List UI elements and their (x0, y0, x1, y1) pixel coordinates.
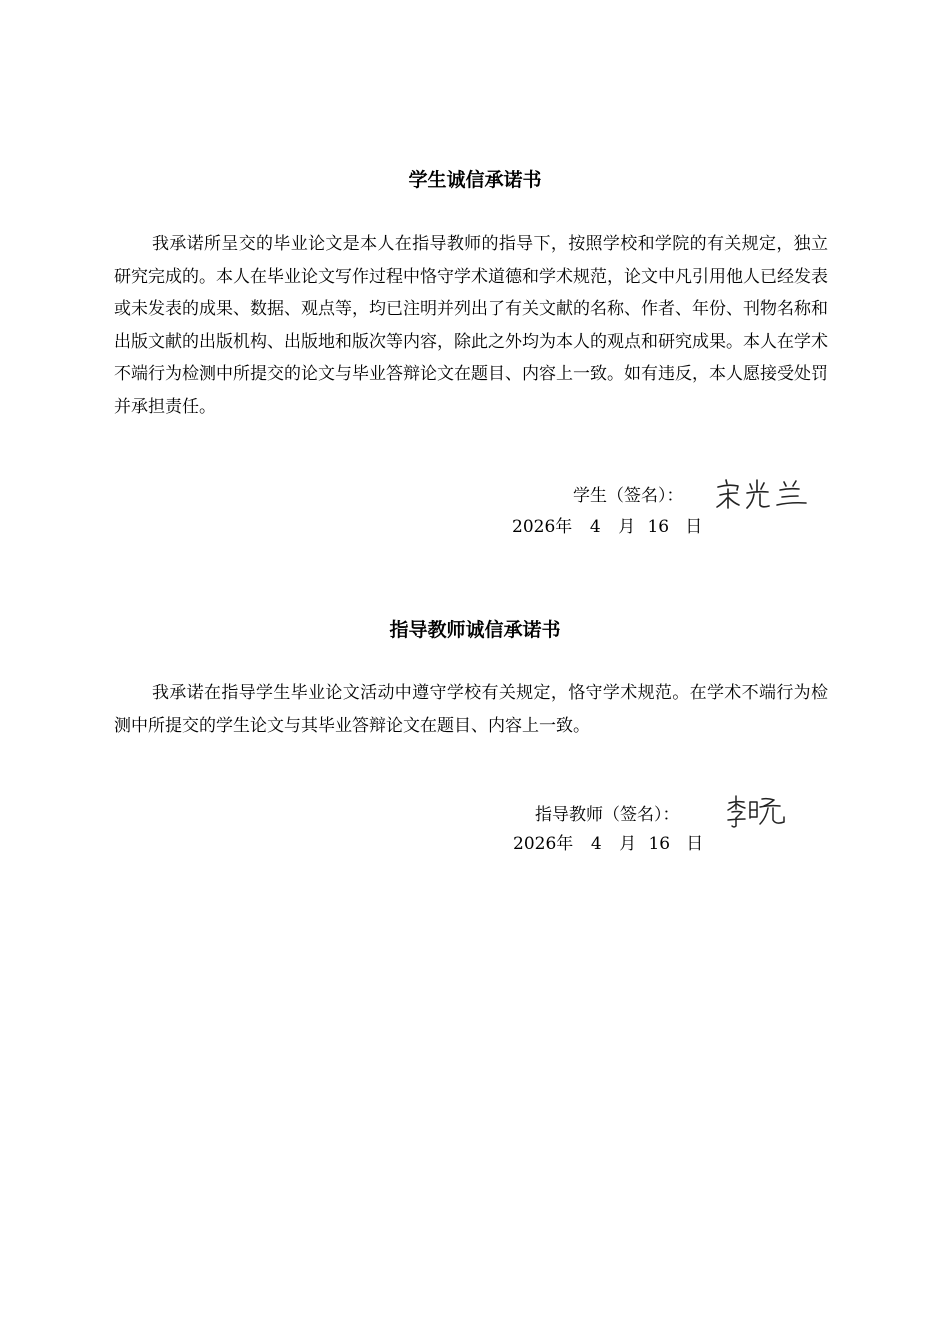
advisor-date-year: 2026 (513, 834, 557, 854)
student-date-day-unit: 日 (685, 517, 703, 537)
advisor-pledge-title: 指导教师诚信承诺书 (389, 619, 561, 641)
student-date-year: 2026 (512, 517, 556, 537)
advisor-handwritten-signature (724, 792, 794, 832)
advisor-date-day: 16 (648, 834, 671, 854)
student-handwritten-signature (712, 474, 812, 514)
advisor-date-month-unit: 月 (619, 834, 637, 854)
student-pledge-title: 学生诚信承诺书 (408, 169, 542, 191)
advisor-date-year-unit: 年 (556, 834, 574, 854)
student-date-month: 4 (589, 517, 601, 537)
student-signature-label: 学生（签名）： (573, 486, 684, 506)
student-date-year-unit: 年 (555, 517, 573, 537)
student-date-day: 16 (647, 517, 670, 537)
advisor-date-day-unit: 日 (686, 834, 704, 854)
advisor-signature-label: 指导教师（签名）： (535, 805, 680, 825)
student-pledge-paragraph: 我承诺所呈交的毕业论文是本人在指导教师的指导下，按照学校和学院的有关规定，独立研究完成的。本人在毕业论文写作过程中恪守学术道德和学术规范，论文中凡引用他人已经发表或未发表的成果、数据、观点等，均已注明并列出了有关文献的名称、作者、年份、刊物名称和出版文献的出版机构、出版地和版次等内容，除此之外均为本人的观点和研究成果。本人在学术不端行为检测中所提交的论文与毕业答辩论文在题目、内容上一致。如有违反，本人愿接受处罚并承担责任。 (114, 234, 828, 417)
advisor-date (513, 832, 703, 856)
student-date (512, 515, 702, 539)
student-date-month-unit: 月 (618, 517, 636, 537)
advisor-date-month: 4 (590, 834, 602, 854)
advisor-pledge-paragraph: 我承诺在指导学生毕业论文活动中遵守学校有关规定，恪守学术规范。在学术不端行为检测中所提交的学生论文与其毕业答辩论文在题目、内容上一致。 (114, 683, 828, 736)
